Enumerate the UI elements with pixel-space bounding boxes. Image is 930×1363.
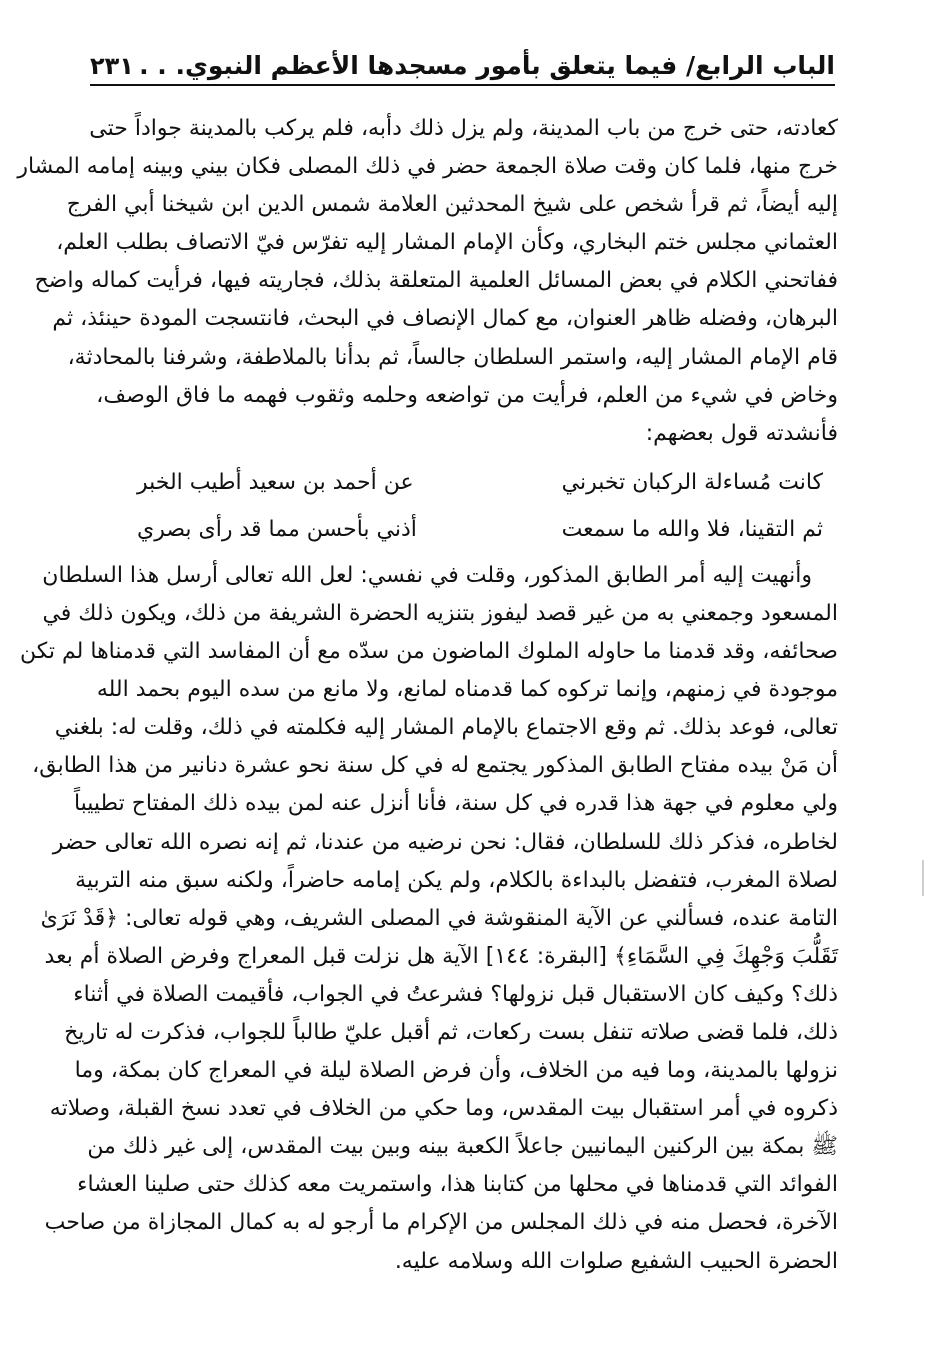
text-line: المسعود وجمعني به من غير قصد ليفوز بتنزيه الحضرة الشريفة من ذلك، ويكون ذلك في	[42, 600, 838, 626]
text-line: ذلك، فلما قضى صلاته تنفل بست ركعات، ثم أقبل عليّ طالباً للجواب، فذكرت له تاريخ	[64, 1019, 838, 1045]
text-line: خرج منها، فلما كان وقت صلاة الجمعة حضر في ذلك المصلى فكان بيني وبينه إمامه المشار	[17, 154, 838, 180]
text-line: الحضرة الحبيب الشفيع صلوات الله وسلامه عليه.	[394, 1248, 838, 1274]
text-line: الآخرة، فحصل منه في ذلك المجلس من الإكرام ما أرجو له به كمال المجازاة من صاحب	[44, 1210, 838, 1236]
text-line: ففاتحني الكلام في بعض المسائل العلمية المتعلقة بذلك، فجاريته فيها، فرأيت كماله واضح	[34, 268, 838, 294]
text-line: لخاطره، فذكر ذلك للسلطان، فقال: نحن نرضيه من عندنا، ثم إنه نصره الله تعالى حضر	[52, 829, 838, 855]
text-line: ذلك؟ وكيف كان الاستقبال قبل نزولها؟ فشرعتُ في الجواب، فأقيمت الصلاة في أثناء	[73, 981, 838, 1007]
main-text	[17, 110, 838, 1281]
paragraph-1	[17, 110, 838, 453]
verse-line	[92, 459, 838, 506]
chapter-title: الباب الرابع/ فيما يتعلق بأمور مسجدها الأعظم النبوي. . .	[139, 51, 835, 80]
text-line: وأنهيت إليه أمر الطابق المذكور، وقلت في نفسي: لعل الله تعالى أرسل هذا السلطان	[42, 562, 812, 588]
text-line: لصلاة المغرب، فتفضل بالبداءة بالكلام، ولم يكن إمامه حاضراً، ولكنه سبق منه التربية	[75, 867, 838, 893]
text-line: تَقَلُّبَ وَجْهِكَ فِي السَّمَاءِ﴾ [البقرة: ١٤٤] الآية هل نزلت قبل المعراج وفرض الصلاة أم بعد	[44, 943, 838, 969]
text-line: ولي معلوم في جهة هذا قدره في كل سنة، فأنا أنزل عنه لمن بيده ذلك المفتاح تطييباً	[73, 791, 838, 817]
running-header	[90, 40, 835, 86]
page-number: ٢٣١	[90, 52, 134, 80]
verse-first-hemistich: ثم التقينا، فلا والله ما سمعت	[561, 516, 823, 542]
text-line: فأنشدته قول بعضهم:	[645, 420, 838, 446]
text-line: نزولها بالمدينة، وما فيه من الخلاف، وأن فرض الصلاة ليلة في المعراج كان بمكة، وما	[74, 1058, 838, 1084]
text-line: التامة عنده، فسألني عن الآية المنقوشة في المصلى الشريف، وهي قوله تعالى: ﴿قَدْ نَرَىٰ	[40, 905, 838, 931]
text-line: موجودة في زمنهم، وإنما تركوه كما قدمناه لمانع، ولا مانع من سده اليوم بحمد الله	[96, 677, 838, 703]
verse-second-hemistich: عن أحمد بن سعيد أطيب الخبر	[137, 469, 414, 495]
text-line: الفوائد التي قدمناها في محلها من كتابنا هذا، واستمريت معه كذلك حتى صلينا العشاء	[77, 1172, 838, 1198]
verse-first-hemistich: كانت مُساءلة الركبان تخبرني	[561, 469, 823, 495]
text-line: البرهان، وفضله ظاهر العنوان، مع كمال الإنصاف في البحث، فانتسجت المودة حينئذ، ثم	[52, 306, 838, 332]
text-line: ذكروه في أمر استقبال بيت المقدس، وما حكي من الخلاف في تعدد نسخ القبلة، وصلاته	[49, 1096, 838, 1122]
text-line: أن مَنْ بيده مفتاح الطابق المذكور يجتمع له في كل سنة نحو عشرة دنانير من هذا الطابق،	[32, 753, 838, 779]
text-line: كعادته، حتى خرج من باب المدينة، ولم يزل ذلك دأبه، فلم يركب بالمدينة جواداً حتى	[89, 116, 838, 141]
text-line: قام الإمام المشار إليه، واستمر السلطان جالساً، ثم بدأنا بالملاطفة، وشرفنا بالمحادثة،	[67, 344, 838, 370]
text-line: إليه أيضاً، ثم قرأ شخص على شيخ المحدثين العلامة شمس الدين ابن شيخنا أبي الفرج	[66, 192, 838, 218]
poem-verses	[92, 459, 838, 553]
text-line: تعالى، فوعد بذلك. ثم وقع الاجتماع بالإمام المشار إليه فكلمته في ذلك، وقلت له: بلغني	[54, 715, 838, 741]
text-line: العثماني مجلس ختم البخاري، وكأن الإمام المشار إليه تفرّس فيّ الاتصاف بطلب العلم،	[56, 230, 838, 256]
verse-second-hemistich: أذني بأحسن مما قد رأى بصري	[137, 516, 417, 542]
text-line: وخاض في شيء من العلم، فرأيت من تواضعه وحلمه وثقوب فهمه ما فاق الوصف،	[96, 382, 838, 408]
paragraph-2	[20, 557, 838, 1281]
text-line: صحائفه، وقد قدمنا ما حاوله الملوك الماضون من سدّه مع أن المفاسد التي قدمناها لم تكن	[20, 639, 838, 665]
scan-edge-mark	[922, 860, 924, 896]
text-line: ﷺ بمكة بين الركنين اليمانيين جاعلاً الكعبة بينه وبين بيت المقدس، إلى غير ذلك من	[87, 1134, 838, 1160]
verse-line	[92, 506, 838, 553]
